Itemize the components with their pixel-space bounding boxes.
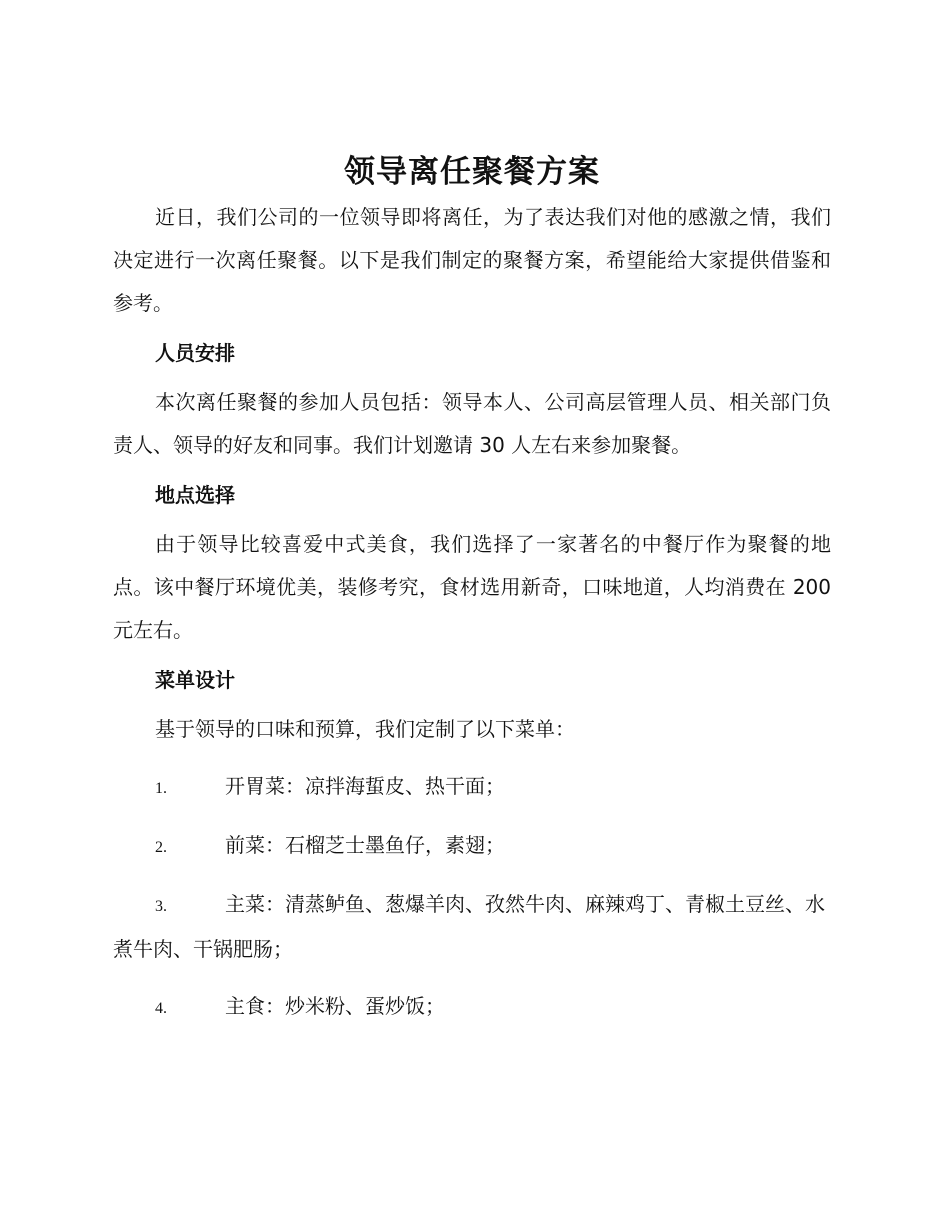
intro-paragraph: 近日，我们公司的一位领导即将离任，为了表达我们对他的感激之情，我们决定进行一次离任聚餐。以下是我们制定的聚餐方案，希望能给大家提供借鉴和参考。 — [113, 205, 831, 315]
section-body-venue: 由于领导比较喜爱中式美食，我们选择了一家著名的中餐厅作为聚餐的地点。该中餐厅环境优美，装修考究，食材选用新奇，口味地道，人均消费在 200 元左右。 — [113, 532, 831, 642]
menu-item — [113, 765, 831, 810]
menu-item — [113, 824, 831, 869]
menu-item-text: 主菜：清蒸鲈鱼、葱爆羊肉、孜然牛肉、麻辣鸡丁、青椒土豆丝、水煮牛肉、干锅肥肠； — [113, 892, 825, 961]
menu-item — [113, 985, 831, 1030]
menu-item-number: 1. — [155, 780, 167, 797]
section-heading-personnel: 人员安排 — [155, 341, 235, 365]
document-page — [113, 150, 831, 1030]
menu-item-number: 4. — [155, 1000, 167, 1017]
menu-item-number: 2. — [155, 839, 167, 856]
menu-item — [113, 883, 831, 971]
menu-item-text: 前菜：石榴芝士墨鱼仔，素翅； — [225, 833, 505, 857]
section-heading-menu: 菜单设计 — [155, 668, 235, 692]
document-title: 领导离任聚餐方案 — [344, 154, 600, 190]
section-heading-venue: 地点选择 — [155, 483, 235, 507]
menu-item-text: 主食：炒米粉、蛋炒饭； — [225, 994, 445, 1018]
section-body-menu: 基于领导的口味和预算，我们定制了以下菜单： — [155, 717, 575, 741]
section-body-personnel: 本次离任聚餐的参加人员包括：领导本人、公司高层管理人员、相关部门负责人、领导的好友和同事。我们计划邀请 30 人左右来参加聚餐。 — [113, 390, 831, 457]
menu-item-number: 3. — [155, 898, 167, 915]
menu-item-text: 开胃菜：凉拌海蜇皮、热干面； — [225, 774, 505, 798]
